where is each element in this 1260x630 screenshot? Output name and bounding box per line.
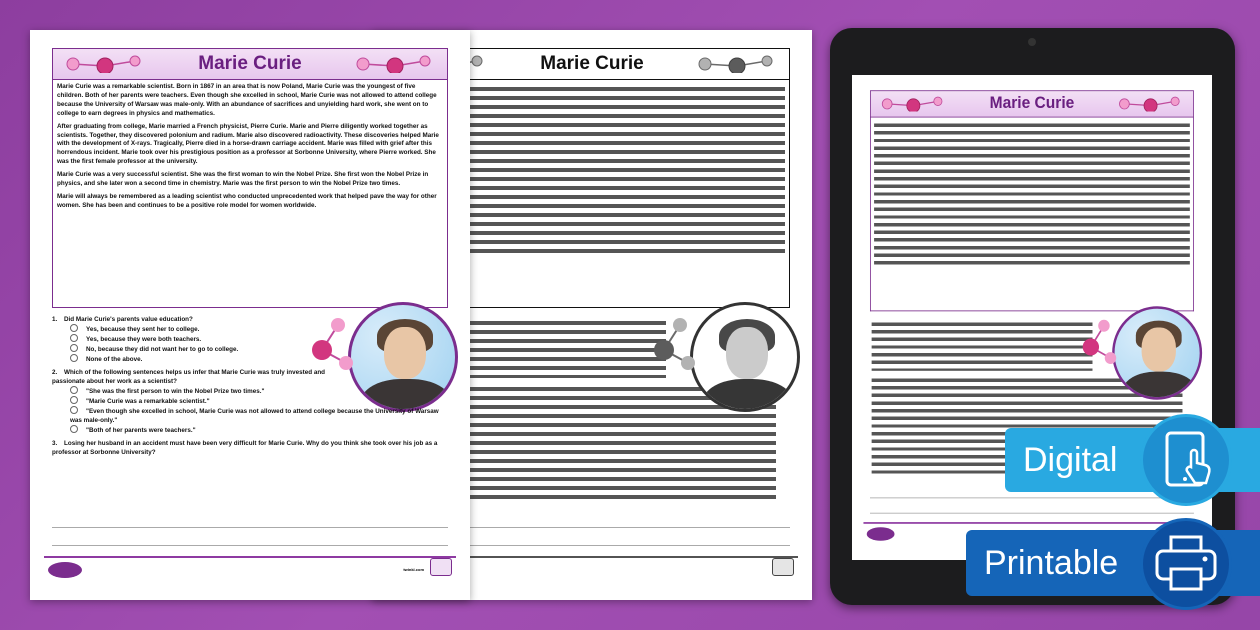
footer-badge-icon <box>430 558 452 576</box>
worksheet-title: Marie Curie <box>989 94 1075 113</box>
tablet-touch-icon <box>1140 414 1232 506</box>
printable-label: Printable <box>984 543 1119 582</box>
worksheet-color <box>30 30 470 600</box>
answer-option-radio[interactable]: None of the above. <box>52 354 452 364</box>
tablet-camera <box>1028 38 1036 46</box>
printer-icon <box>1140 518 1232 610</box>
question-text: Did Marie Curie's parents value education? <box>64 316 193 323</box>
answer-option-radio[interactable]: "Both of her parents were teachers." <box>52 425 452 435</box>
answer-line[interactable] <box>52 527 448 528</box>
reading-passage <box>870 118 1194 312</box>
molecule-icon <box>355 55 435 73</box>
passage-paragraph: Marie Curie was a very successful scientist. She was the first woman to win the Nobel Prize. She first won the Nobel Prize in physics, and she later won a second time in chemistry. Marie was the first person to win the Nobel Prize two times. <box>57 171 429 188</box>
question-number: 3. <box>52 440 58 447</box>
questions <box>52 315 452 461</box>
passage-paragraph: After graduating from college, Marie married a French physicist, Pierre Curie. Marie and Pierre diligently worked together as scientists. Together, they discovered polonium and radium. Marie also discovered radioactivity. These discoveries helped Marie with the development of X-rays. Tragically, Pierre died in a horse-drawn carriage accident. Marie was filled with grief after this horrendous incident. Marie took over his prestigious position as a professor at Sorbonne University, where Pierre worked. She was the first female professor at the university. <box>57 122 439 166</box>
question <box>52 315 452 364</box>
answer-option-radio[interactable]: No, because they did not want her to go to college. <box>52 344 452 354</box>
molecule-icon <box>1079 317 1120 368</box>
passage-paragraph: Marie will always be remembered as a leading scientist who conducted unprecedented work that helped pave the way for other women. She has been and continues to be a positive role model for women worldwide. <box>57 192 437 209</box>
passage-paragraph: Marie Curie was a remarkable scientist. Born in 1867 in an area that is now Poland, Marie Curie was the youngest of five children. Both of her parents were teachers. Even though she excelled in school, Marie Curie was not allowed to attend college because the University of Warsaw was male-only. With an abundance of sacrifices and unyielding hard work, she went on to college to earn degrees in physics and mathematics. <box>57 83 437 117</box>
molecule-icon <box>881 96 946 111</box>
answer-option-radio[interactable]: Yes, because they were both teachers. <box>52 334 452 344</box>
twinkl-logo <box>48 562 82 578</box>
digital-label: Digital <box>1023 440 1118 479</box>
answer-option-radio[interactable]: "Marie Curie was a remarkable scientist." <box>52 396 452 406</box>
twinkl-logo <box>867 527 895 541</box>
molecule-icon <box>650 315 700 375</box>
question-text: Which of the following sentences helps us infer that Marie Curie was truly invested and passionate about her work as a scientist? <box>52 369 326 385</box>
answer-option-radio[interactable]: "Even though she excelled in school, Marie Curie was not allowed to attend college because the University of Warsaw was male-only." <box>52 406 452 425</box>
passage-text-preview <box>874 121 1190 266</box>
answer-option-radio[interactable]: Yes, because they sent her to college. <box>52 324 452 334</box>
worksheet-title: Marie Curie <box>540 53 644 74</box>
question-number: 2. <box>52 369 58 376</box>
footer-badge-icon <box>772 558 794 576</box>
marie-curie-portrait <box>690 302 800 412</box>
question <box>52 368 452 435</box>
answer-line[interactable] <box>870 513 1194 514</box>
molecule-icon <box>65 55 145 73</box>
footer-rule <box>44 556 456 558</box>
question <box>52 439 452 457</box>
marie-curie-portrait <box>1112 306 1202 400</box>
footer-url: twinkl.com <box>403 567 424 572</box>
worksheet-title-banner <box>870 90 1194 117</box>
answer-option-radio[interactable]: "She was the first person to win the Nobel Prize two times." <box>52 386 452 396</box>
worksheet-title-banner <box>52 48 448 80</box>
question-number: 1. <box>52 316 58 323</box>
worksheet-title: Marie Curie <box>198 53 302 74</box>
question-text: Losing her husband in an accident must have been very difficult for Marie Curie. Why do you think she took over his job as a professor at Sorbonne University? <box>52 440 438 456</box>
questions-preview <box>872 320 1093 371</box>
molecule-icon <box>1118 96 1183 111</box>
reading-passage <box>52 80 448 308</box>
answer-line[interactable] <box>52 545 448 546</box>
molecule-icon <box>697 55 777 73</box>
